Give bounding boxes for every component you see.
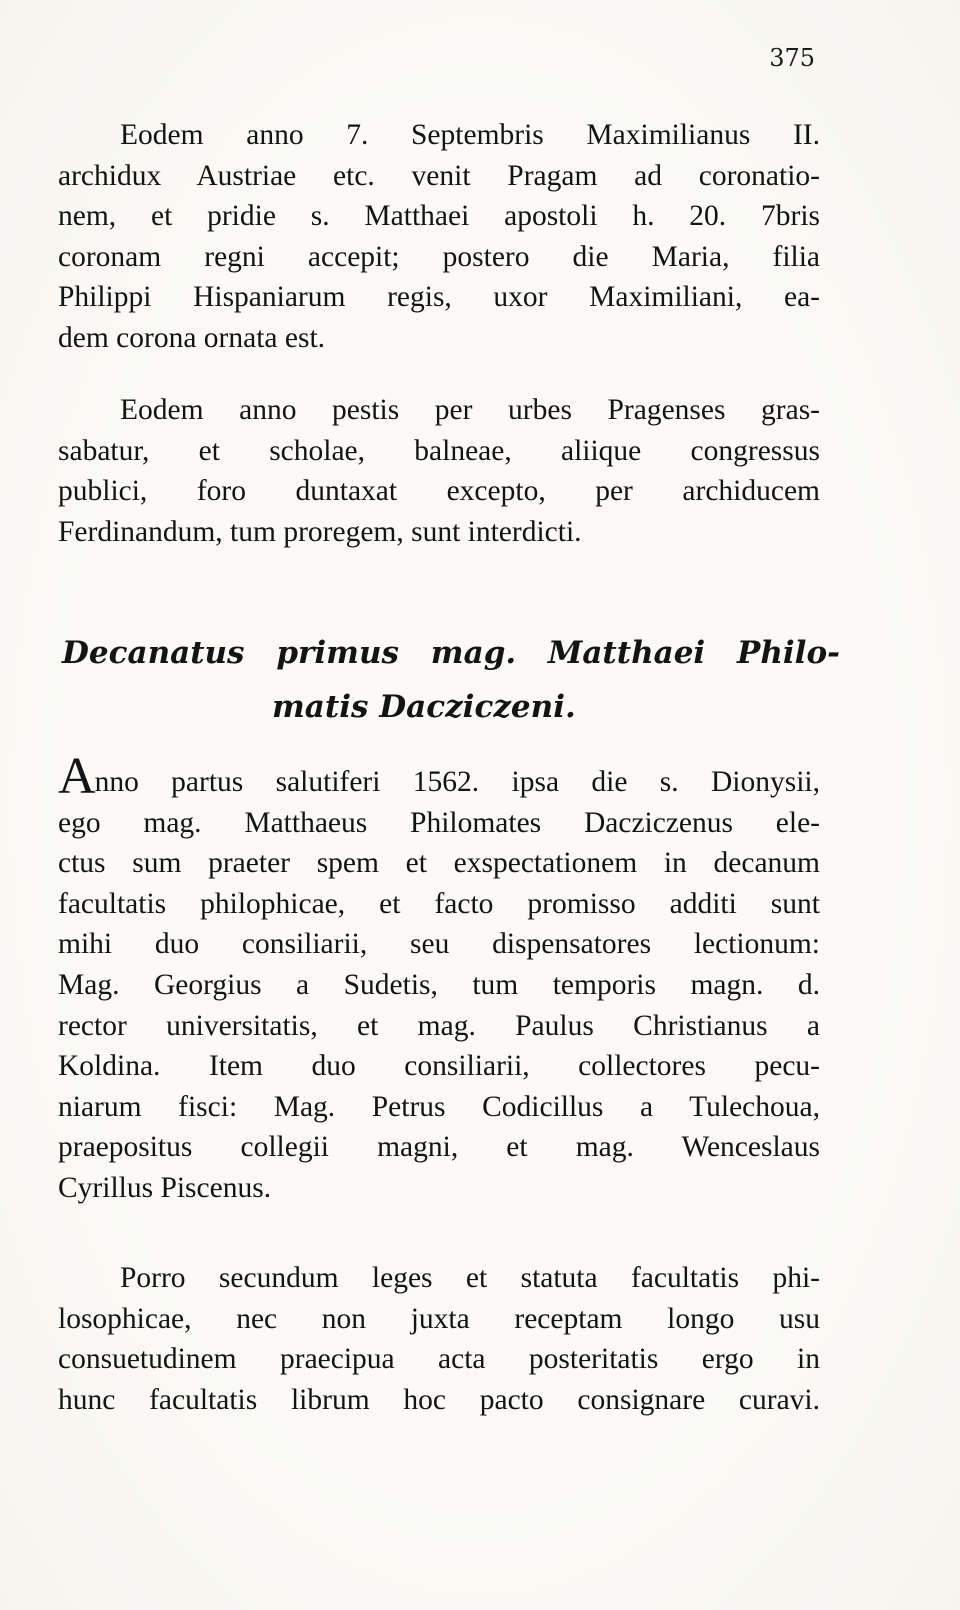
heading-line: Decanatus primus mag. Matthaei Philo- <box>62 635 840 671</box>
text-line: Eodem anno 7. Septembris Maximilianus II. <box>120 119 820 151</box>
text-line: ego mag. Matthaeus Philomates Dacziczenus ele- <box>58 806 820 839</box>
text-line: ctus sum praeter spem et exspectationem in decanum <box>58 847 820 880</box>
text-line: dem corona ornata est. <box>58 321 326 354</box>
section-heading <box>40 626 840 734</box>
text-line: facultatis philophicae, et facto promisso additi sunt <box>58 887 820 920</box>
text-line: coronam regni accepit; postero die Maria, filia <box>58 240 820 273</box>
text-line <box>58 748 820 805</box>
paragraph-coronation <box>58 115 820 359</box>
paragraph-conclusion <box>58 1258 820 1420</box>
text-line: rector universitatis, et mag. Paulus Christianus a <box>58 1009 820 1042</box>
text-line: hunc facultatis librum hoc pacto consignare curavi. <box>58 1383 820 1416</box>
drop-cap: A <box>58 748 96 805</box>
text-line: publici, foro duntaxat excepto, per archiducem <box>58 475 820 508</box>
text-line: mihi duo consiliarii, seu dispensatores lectionum: <box>58 928 820 961</box>
text-line: Mag. Georgius a Sudetis, tum temporis magn. d. <box>58 968 820 1001</box>
page-number: 375 <box>769 44 815 72</box>
text-line: Philippi Hispaniarum regis, uxor Maximiliani, ea- <box>58 281 820 314</box>
text-line: losophicae, nec non juxta receptam longo usu <box>58 1302 820 1335</box>
text-line: Eodem anno pestis per urbes Pragenses gras- <box>120 394 820 426</box>
text-line: Ferdinandum, tum proregem, sunt interdicti. <box>58 515 582 548</box>
paragraph-plague <box>58 390 820 552</box>
text-line: sabatur, et scholae, balneae, aliique congressus <box>58 434 820 467</box>
text-line: Porro secundum leges et statuta facultatis phi- <box>120 1262 820 1294</box>
text-line-rest: nno partus salutiferi 1562. ipsa die s. Dionysii, <box>94 766 820 798</box>
heading-line: matis Dacziczeni. <box>272 689 576 725</box>
text-line: archidux Austriae etc. venit Pragam ad coronatio- <box>58 159 820 192</box>
paragraph-election <box>58 748 820 1209</box>
text-line: consuetudinem praecipua acta posteritatis ergo in <box>58 1343 820 1376</box>
text-line: praepositus collegii magni, et mag. Wenceslaus <box>58 1131 820 1164</box>
text-line: Koldina. Item duo consiliarii, collectores pecu- <box>58 1050 820 1083</box>
text-line: nem, et pridie s. Matthaei apostoli h. 20. 7bris <box>58 200 820 233</box>
text-line: niarum fisci: Mag. Petrus Codicillus a Tulechoua, <box>58 1090 820 1123</box>
text-line: Cyrillus Piscenus. <box>58 1171 272 1204</box>
